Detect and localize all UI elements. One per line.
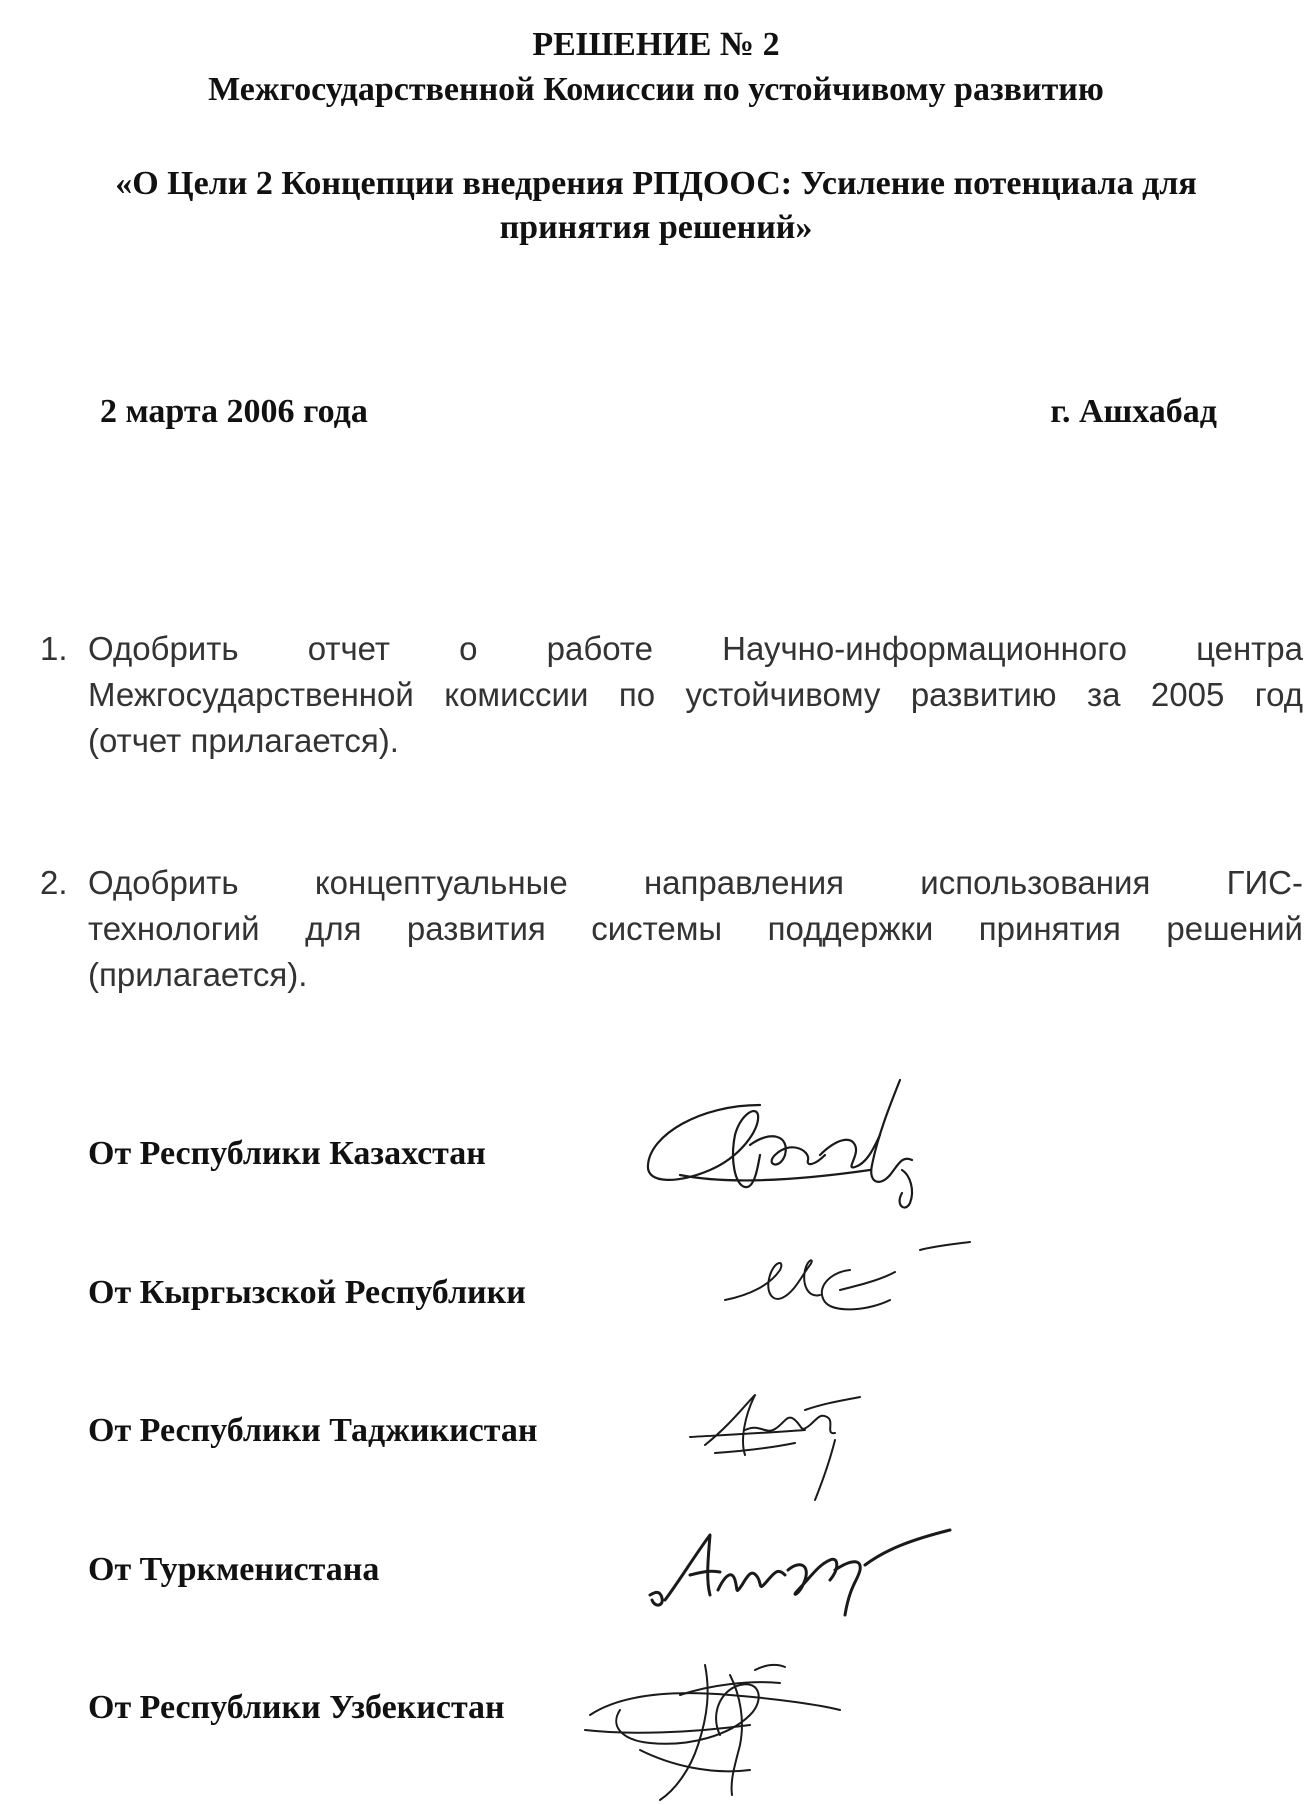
- commission-name: Межгосударственной Комиссии по устойчивому развитию: [208, 71, 1104, 108]
- signatory-turkmenistan: От Туркменистана: [88, 1551, 380, 1588]
- subject-line-1: «О Цели 2 Концепции внедрения РПДООС: Усиление потенциала для: [115, 165, 1197, 202]
- item-line: (отчет прилагается).: [88, 722, 399, 759]
- item-line: Одобрить отчет о работе Научно-информационного центра: [88, 630, 1303, 667]
- item-line: Одобрить концептуальные направления использования ГИС-: [88, 864, 1303, 901]
- signature-turkmenistan: [640, 1520, 960, 1630]
- document-date: 2 марта 2006 года: [100, 393, 368, 430]
- document-title: РЕШЕНИЕ № 2: [532, 26, 780, 63]
- signature-tajikistan: [685, 1385, 865, 1505]
- item-line: технологий для развития системы поддержки принятия решений: [88, 910, 1303, 947]
- item-number: 2.: [40, 864, 68, 901]
- item-text: [88, 860, 1303, 998]
- item-text: [88, 626, 1303, 764]
- signatory-tajikistan: От Республики Таджикистан: [88, 1412, 538, 1449]
- item-line: Межгосударственной комиссии по устойчивому развитию за 2005 год: [88, 676, 1303, 713]
- subject-line-2: принятия решений»: [499, 209, 813, 246]
- signatory-uzbekistan: От Республики Узбекистан: [88, 1689, 505, 1726]
- signature-kazakhstan: [640, 1075, 980, 1215]
- signature-kyrgyzstan: [720, 1240, 980, 1330]
- item-line: (прилагается).: [88, 956, 308, 993]
- signatory-kyrgyzstan: От Кыргызской Республики: [88, 1274, 526, 1311]
- document-city: г. Ашхабад: [1050, 393, 1217, 430]
- signature-uzbekistan: [580, 1655, 850, 1805]
- signatory-kazakhstan: От Республики Казахстан: [88, 1135, 486, 1172]
- item-number: 1.: [40, 630, 68, 667]
